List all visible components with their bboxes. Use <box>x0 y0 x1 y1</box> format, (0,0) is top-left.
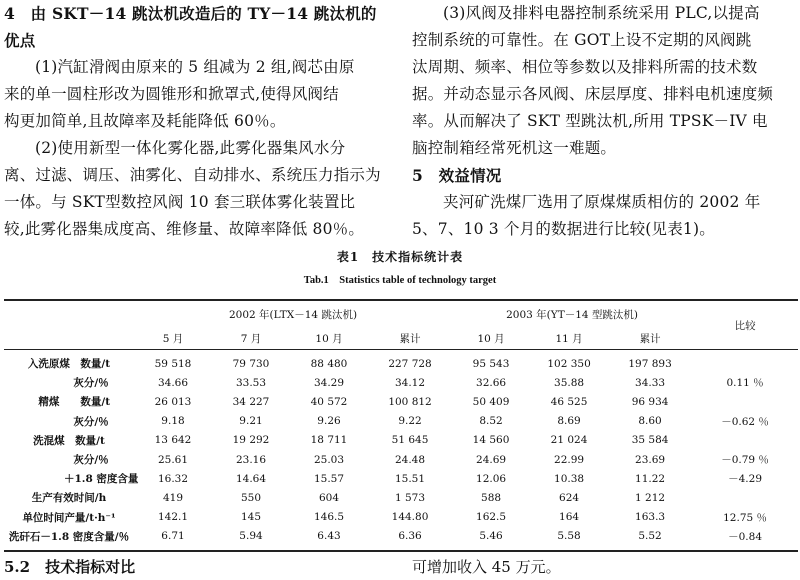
row-label: 灰分/％ <box>73 377 109 390</box>
header-empty-cell <box>4 327 134 350</box>
table-cell: 6.36 <box>398 530 422 543</box>
table-cell: 34.12 <box>394 376 426 389</box>
row-label: 洗矸石－1.8 密度含量/％ <box>8 530 130 543</box>
paragraph-line: 来的单一圆柱形改为圆锥形和掀罩式,使得风阀结 <box>4 85 339 103</box>
table-header-row <box>4 301 798 327</box>
section-4-heading-line1: 4 由 SKT－14 跳汰机改造后的 TY－14 跳汰机的 <box>4 4 377 23</box>
table-row <box>4 508 798 527</box>
table-cell: 88 480 <box>310 357 348 370</box>
compare-cell: －4.29 <box>728 473 763 486</box>
row-label: 生产有效时间/h <box>31 492 107 505</box>
table-row <box>4 373 798 392</box>
compare-cell <box>692 392 798 411</box>
section-4-heading-line2: 优点 <box>4 31 36 50</box>
table-cell: 25.03 <box>313 453 345 466</box>
header-month: 7 月 <box>240 332 262 345</box>
header-month: 10 月 <box>477 332 505 345</box>
table-cell: 9.21 <box>239 415 263 428</box>
table-cell: 419 <box>162 491 184 504</box>
header-group-2002: 2002 年(LTX－14 跳汰机) <box>229 308 358 321</box>
paragraph-line: 控制系统的可靠性。在 GOT上设不定期的风阀跳 <box>412 31 752 49</box>
table-caption-english: Tab.1 Statistics table of technology target <box>303 275 497 286</box>
table-cell: 18 711 <box>310 434 348 447</box>
table-cell: 50 409 <box>472 395 510 408</box>
table-cell: 24.48 <box>394 453 426 466</box>
table-row <box>4 450 798 469</box>
header-empty-cell <box>4 301 134 327</box>
table-cell: 9.22 <box>398 415 422 428</box>
table-cell: 162.5 <box>476 511 507 524</box>
table-cell: 22.99 <box>554 453 585 466</box>
table-cell: 604 <box>318 491 340 504</box>
table-cell: 550 <box>240 491 262 504</box>
table-cell: 19 292 <box>232 434 270 447</box>
table-cell: 59 518 <box>154 357 192 370</box>
table-cell: 197 893 <box>628 357 672 370</box>
table-cell: 96 934 <box>631 395 669 408</box>
paragraph-line: 脑控制箱经常死机这一难题。 <box>412 139 617 157</box>
compare-cell: －0.79 ％ <box>721 454 769 467</box>
table-row <box>4 431 798 450</box>
table-row <box>4 469 798 488</box>
section-5-heading: 5 效益情况 <box>412 166 502 185</box>
header-month: 11 月 <box>555 332 583 345</box>
table-cell: 5.94 <box>239 530 263 543</box>
table-cell: 21 024 <box>550 434 588 447</box>
header-total: 累计 <box>399 332 421 345</box>
table-cell: 34.66 <box>157 376 189 389</box>
table-cell: 23.69 <box>635 453 666 466</box>
table-cell: 6.43 <box>317 530 341 543</box>
paragraph-line: (3)风阀及排料电器控制系统采用 PLC,以提高 <box>443 4 760 22</box>
table-cell: 146.5 <box>313 511 345 524</box>
table-row <box>4 412 798 431</box>
table-cell: 588 <box>481 491 502 504</box>
compare-cell: －0.62 ％ <box>721 415 769 428</box>
table-cell: 10.38 <box>554 472 585 485</box>
paragraph-line: 一体。与 SKT型数控风阀 10 套三联体雾化装置比 <box>4 193 356 211</box>
compare-cell: －0.84 <box>728 530 763 543</box>
header-month: 10 月 <box>315 332 343 345</box>
table-bottom-rule <box>4 550 798 552</box>
table-cell: 25.61 <box>157 453 189 466</box>
table-cell: 102 350 <box>547 357 591 370</box>
table-cell: 6.71 <box>161 530 185 543</box>
table-cell: 9.26 <box>317 415 341 428</box>
table-cell: 12.06 <box>476 472 507 485</box>
statistics-table <box>4 301 798 546</box>
table-cell: 8.60 <box>638 415 662 428</box>
table-cell: 8.69 <box>557 415 581 428</box>
table-row <box>4 527 798 546</box>
table-cell: 100 812 <box>388 395 432 408</box>
table-cell: 227 728 <box>388 357 432 370</box>
table-row <box>4 488 798 507</box>
table-cell: 145 <box>240 511 262 524</box>
row-label: 入洗原煤 数量/t <box>27 358 111 371</box>
table-row <box>4 354 798 373</box>
paragraph-line: 汰周期、频率、相位等参数以及排料所需的技术数 <box>412 58 758 76</box>
table-cell: 13 642 <box>154 434 192 447</box>
header-group-2003: 2003 年(YT－14 型跳汰机) <box>506 308 638 321</box>
table-cell: 79 730 <box>232 357 270 370</box>
header-month: 5 月 <box>162 332 184 345</box>
row-label: 精煤 数量/t <box>38 396 111 409</box>
table-subheader-row <box>4 327 798 350</box>
table-caption-chinese: 表1 技术指标统计表 <box>336 250 464 264</box>
table-cell: 624 <box>559 491 580 504</box>
table-cell: 35 584 <box>631 434 669 447</box>
header-total: 累计 <box>639 332 661 345</box>
table-cell: 8.52 <box>479 415 503 428</box>
table-cell: 23.16 <box>235 453 267 466</box>
table-cell: 46 525 <box>550 395 588 408</box>
table-cell: 95 543 <box>472 357 510 370</box>
row-label: 灰分/％ <box>73 454 109 467</box>
row-label: ＋1.8 密度含量 <box>64 473 139 486</box>
table-cell: 9.18 <box>161 415 185 428</box>
row-label: 灰分/％ <box>73 415 109 428</box>
table-cell: 14 560 <box>472 434 510 447</box>
table-cell: 40 572 <box>310 395 348 408</box>
right-text-column <box>412 0 798 243</box>
table-cell: 34.33 <box>635 376 666 389</box>
section-5-2-heading: 5.2 技术指标对比 <box>4 558 136 576</box>
table-cell: 5.46 <box>479 530 503 543</box>
table-cell: 35.88 <box>554 376 585 389</box>
table-cell: 32.66 <box>476 376 507 389</box>
paragraph-line: 可增加收入 45 万元。 <box>412 558 561 576</box>
table-cell: 5.52 <box>638 530 662 543</box>
compare-cell: 0.11 ％ <box>726 377 764 390</box>
paragraph-line: (1)汽缸滑阀由原来的 5 组减为 2 组,阀芯由原 <box>35 58 355 76</box>
compare-cell <box>692 488 798 507</box>
table-cell: 34.29 <box>313 376 345 389</box>
table-cell: 142.1 <box>157 511 189 524</box>
paragraph-line: (2)使用新型一体化雾化器,此雾化器集风水分 <box>35 139 346 157</box>
paragraph-line: 据。并动态显示各风阀、床层厚度、排料电机速度频 <box>412 85 774 103</box>
row-label: 洗混煤 数量/t <box>33 434 105 447</box>
table-cell: 1 573 <box>394 491 426 504</box>
row-label: 单位时间产量/t·h⁻¹ <box>22 511 116 524</box>
table-cell: 51 645 <box>391 434 429 447</box>
compare-cell: 12.75 ％ <box>723 511 768 524</box>
table-cell: 34 227 <box>232 395 270 408</box>
table-cell: 163.3 <box>635 511 666 524</box>
paragraph-line: 较,此雾化器集成度高、维修量、故障率降低 80％。 <box>4 220 365 238</box>
table-cell: 15.51 <box>394 472 426 485</box>
table-cell: 144.80 <box>391 511 429 524</box>
table-cell: 164 <box>559 511 580 524</box>
left-text-column <box>4 0 390 243</box>
table-cell: 33.53 <box>235 376 267 389</box>
paragraph-line: 5、7、10 3 个月的数据进行比较(见表1)。 <box>412 220 715 238</box>
paragraph-line: 离、过滤、调压、油雾化、自动排水、系统压力指示为 <box>4 166 381 184</box>
paragraph-line: 率。从而解决了 SKT 型跳汰机,所用 TPSK－IV 电 <box>412 112 768 130</box>
table-row <box>4 392 798 411</box>
table-cell: 26 013 <box>154 395 192 408</box>
table-cell: 11.22 <box>635 472 666 485</box>
table-cell: 15.57 <box>313 472 345 485</box>
compare-cell <box>692 354 798 373</box>
paragraph-line: 构更加简单,且故障率及耗能降低 60％。 <box>4 112 286 130</box>
table-cell: 1 212 <box>635 491 666 504</box>
paragraph-line: 夹河矿洗煤厂选用了原煤煤质相仿的 2002 年 <box>443 193 761 211</box>
compare-cell <box>692 431 798 450</box>
table-cell: 14.64 <box>235 472 267 485</box>
table-cell: 16.32 <box>157 472 189 485</box>
table-cell: 5.58 <box>557 530 581 543</box>
table-cell: 24.69 <box>476 453 507 466</box>
header-compare: 比较 <box>734 319 756 332</box>
